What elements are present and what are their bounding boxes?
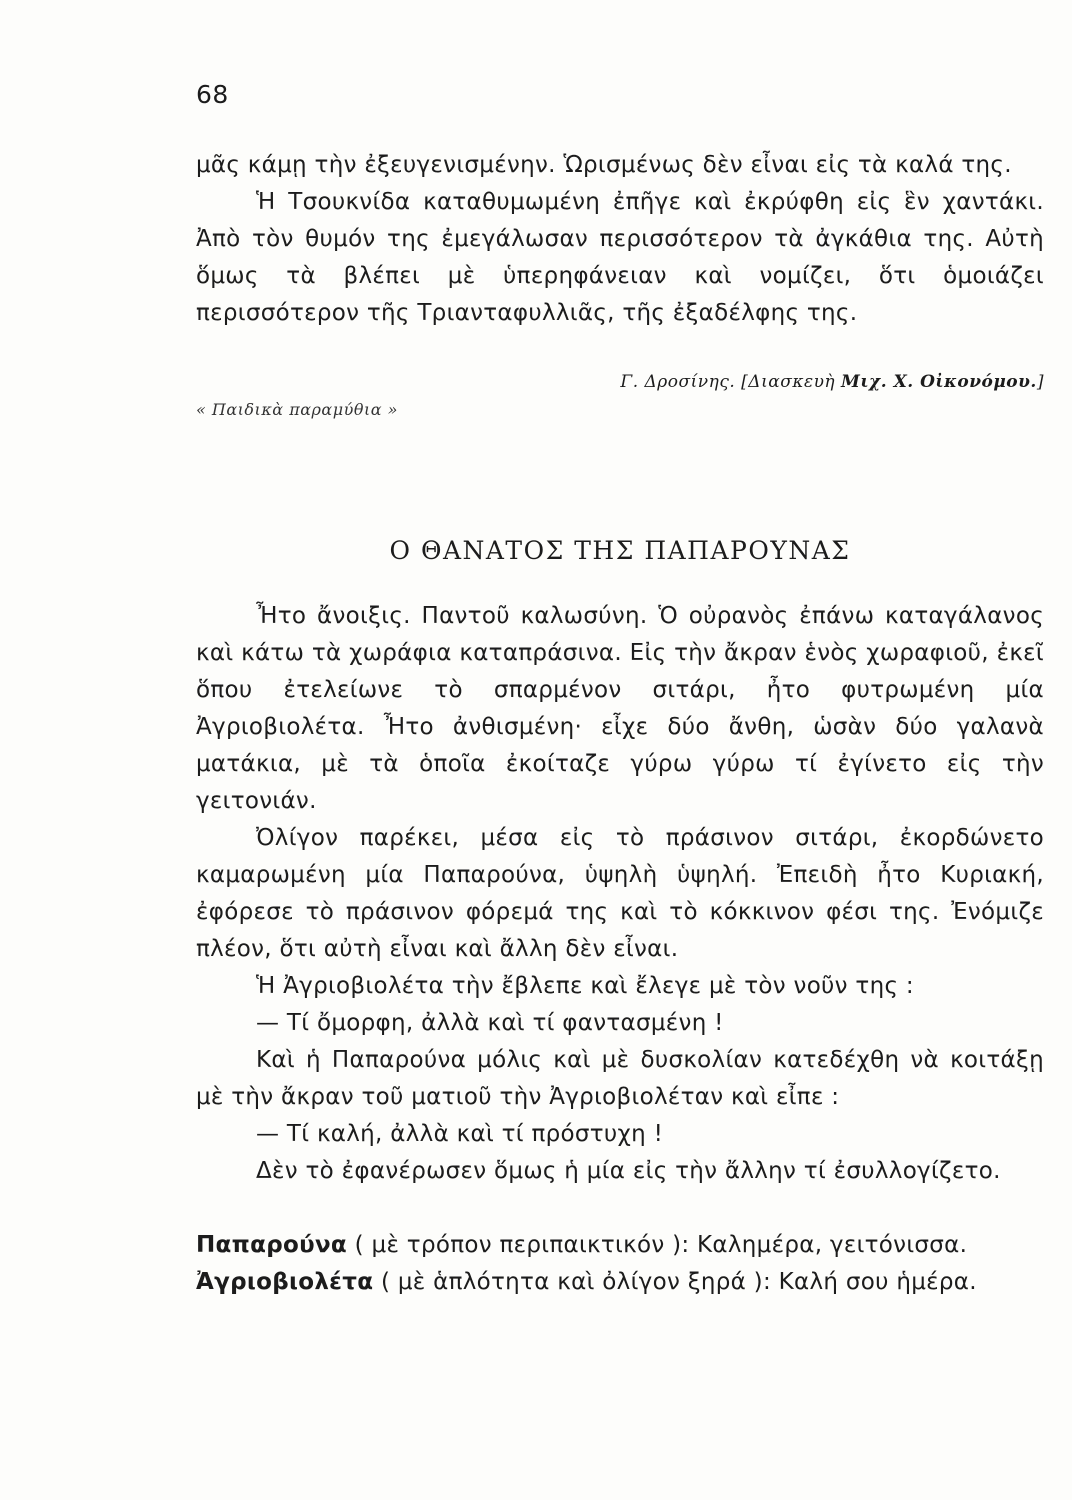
story-paragraph: — Τί καλή, ἀλλὰ καὶ τί πρόστυχη ! <box>256 1121 664 1147</box>
story-paragraph: Ἦτο ἄνοιξις. Παντοῦ καλωσύνη. Ὁ οὐρανὸς ἐπάνω καταγάλανος καὶ κάτω τὰ χωράφια καταπράσινα. Εἰς τὴν ἄκραν ἑνὸς χωραφιοῦ, ἐκεῖ ὅπου ἐτελείωνε τὸ σπαρμένον σιτάρι, ἦτο φυτρωμένη μία Ἀγριοβιολέτα. Ἦτο ἀνθισμένη· εἶχε δύο ἄνθη, ὡσὰν δύο γαλανὰ ματάκια, μὲ τὰ ὁποῖα ἐκοίταζε γύρω γύρω τί ἐγίνετο εἰς τὴν γειτονιάν. <box>196 603 1044 814</box>
dialogue-line <box>196 1227 1044 1264</box>
intro-paragraph: Ἡ Τσουκνίδα καταθυμωμένη ἐπῆγε καὶ ἐκρύφθη εἰς ἓν χαντάκι. Ἀπὸ τὸν θυμόν της ἐμεγάλωσαν περισσότερον τὰ ἀγκάθια της. Αὐτὴ ὅμως τὰ βλέπει μὲ ὑπερηφάνειαν καὶ νομίζει, ὅτι ὁμοιάζει περισσότερον τῆς Τριανταφυλλιᾶς, τῆς ἐξαδέλφης της. <box>196 189 1044 326</box>
story-paragraph: — Τί ὄμορφη, ἀλλὰ καὶ τί φαντασμένη ! <box>256 1010 724 1036</box>
source-citation: « Παιδικὰ παραμύθια » <box>196 400 398 419</box>
author-name: Γ. Δροσίνης. <box>620 372 736 392</box>
story-paragraph: Δὲν τὸ ἐφανέρωσεν ὅμως ἡ μία εἰς τὴν ἄλλην τί ἐσυλλογίζετο. <box>256 1158 1001 1184</box>
dialogue-text: ( μὲ ἁπλότητα καὶ ὀλίγον ξηρά ): Καλή σου ἡμέρα. <box>380 1269 977 1295</box>
story-title: Ο ΘΑΝΑΤΟΣ ΤΗΣ ΠΑΠΑΡΟΥΝΑΣ <box>389 536 851 565</box>
speaker-name: Παπαρούνα <box>196 1232 348 1258</box>
dialogue-line <box>196 1264 1044 1301</box>
attribution <box>540 372 1044 392</box>
intro-text <box>196 147 1044 332</box>
story-paragraph: Ὀλίγον παρέκει, μέσα εἰς τὸ πράσινον σιτάρι, ἐκορδώνετο καμαρωμένη μία Παπαρούνα, ὑψηλὴ ὑψηλή. Ἐπειδὴ ἦτο Κυριακή, ἐφόρεσε τὸ πράσινον φόρεμά της καὶ τὸ κόκκινον φέσι της. Ἐνόμιζε πλέον, ὅτι αὐτὴ εἶναι καὶ ἄλλη δὲν εἶναι. <box>196 825 1044 962</box>
page-number: 68 <box>196 80 229 109</box>
dialogue <box>196 1227 1044 1301</box>
story-paragraph: Ἡ Ἀγριοβιολέτα τὴν ἔβλεπε καὶ ἔλεγε μὲ τὸν νοῦν της : <box>256 973 914 999</box>
intro-paragraph: μᾶς κάμῃ τὴν ἐξευγενισμένην. Ὡρισμένως δὲν εἶναι εἰς τὰ καλά της. <box>196 152 1012 178</box>
dialogue-text: ( μὲ τρόπον περιπαικτικόν ): Καλημέρα, γειτόνισσα. <box>354 1232 968 1258</box>
adaptation-prefix: [Διασκευὴ <box>741 372 836 392</box>
adapter-name: Μιχ. Χ. Οἰκονόμου. <box>841 372 1037 392</box>
attribution-close: ] <box>1036 372 1044 392</box>
story-text <box>196 598 1044 1301</box>
story-paragraph: Καὶ ἡ Παπαρούνα μόλις καὶ μὲ δυσκολίαν κατεδέχθη νὰ κοιτάξῃ μὲ τὴν ἄκραν τοῦ ματιοῦ τὴν Ἀγριοβιολέταν καὶ εἶπε : <box>196 1047 1044 1110</box>
speaker-name: Ἀγριοβιολέτα <box>196 1269 374 1295</box>
